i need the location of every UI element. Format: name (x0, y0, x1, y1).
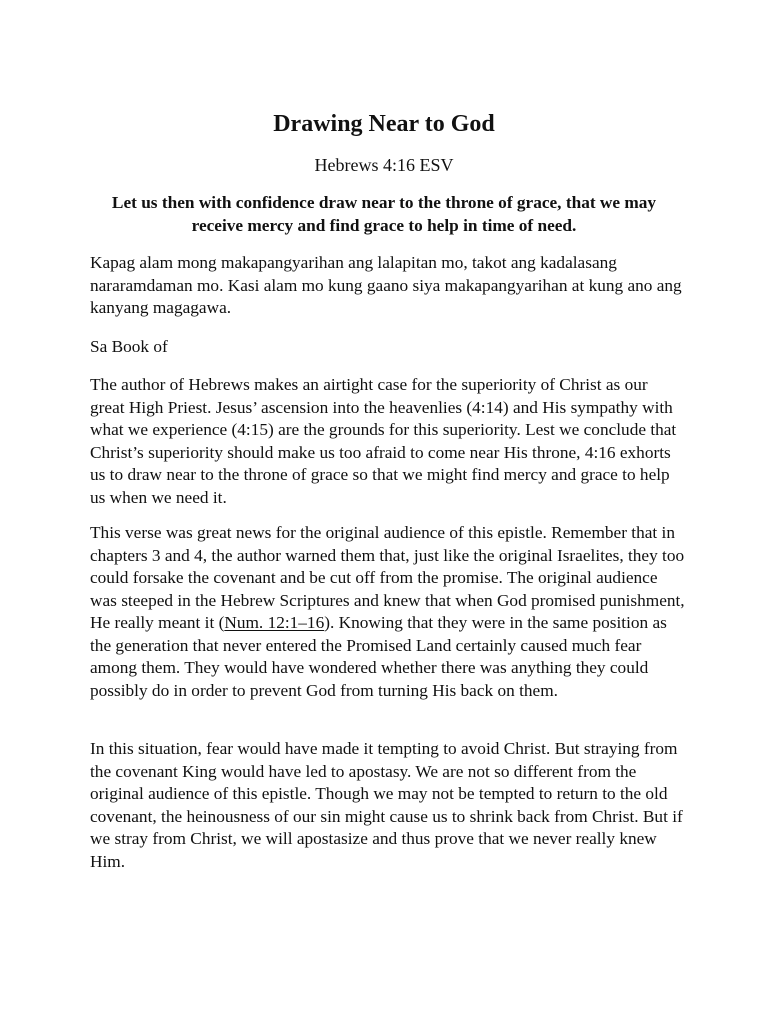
page-title: Drawing Near to God (273, 111, 495, 137)
paragraph-great-news (90, 522, 685, 702)
verse-quote: Let us then with confidence draw near to the throne of grace, that we may receive mercy and find grace to help in time of need. (111, 193, 657, 235)
paragraph-great-news-text-start: This verse was great news for the original audience of this epistle. Remember that in chapters 3 and 4, the author warned them that, just like the original Israelites, they too could forsake the covenant and be cut off from the promise. The original audience was steeped in the Hebrew Scriptures and knew that when God promised punishment, He really meant it ( (90, 523, 685, 632)
numbers-reference-link[interactable]: Num. 12:1–16 (224, 613, 325, 632)
scripture-reference: Hebrews 4:16 ESV (314, 155, 454, 175)
paragraph-intro-tagalog: Kapag alam mong makapangyarihan ang lalapitan mo, takot ang kadalasang nararamdaman mo. Kasi alam mo kung gaano siya makapangyarihan at kung ano ang kanyang magagawa. (90, 253, 682, 317)
paragraph-great-news-text-end: ). Knowing that they were in the same position as the generation that never entered the Promised Land certainly caused much fear among them. They would have wondered whether there was anything they could possibly do in order to prevent God from turning His back on them. (90, 613, 667, 700)
paragraph-author-of-hebrews: The author of Hebrews makes an airtight case for the superiority of Christ as our great High Priest. Jesus’ ascension into the heavenlies (4:14) and His sympathy with what we experience (4:15) are the grounds for this superiority. Lest we conclude that Christ’s superiority should make us too afraid to come near His throne, 4:16 exhorts us to draw near to the throne of grace so that we might find mercy and grace to help us when we need it. (90, 375, 677, 507)
paragraph-fear-situation: In this situation, fear would have made it tempting to avoid Christ. But straying from the covenant King would have led to apostasy. We are not so different from the original audience of this epistle. Though we may not be tempted to return to the old covenant, the heinousness of our sin might cause us to shrink back from Christ. But if we stray from Christ, we will apostasize and thus prove that we never really knew Him. (90, 739, 683, 871)
paragraph-sa-book-of: Sa Book of (90, 337, 168, 356)
